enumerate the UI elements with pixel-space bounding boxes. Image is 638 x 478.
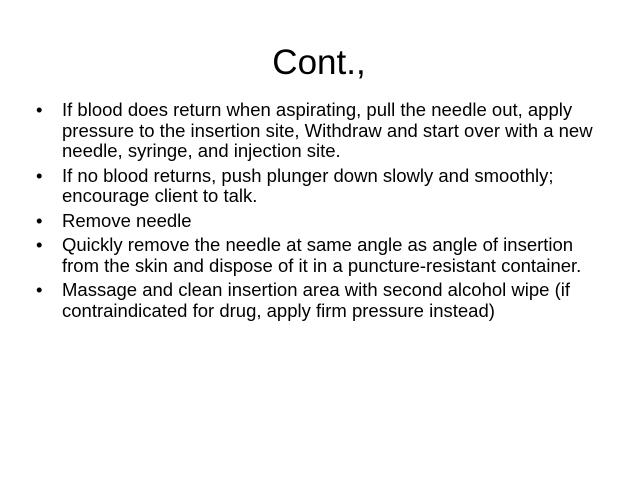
bullet-item xyxy=(36,211,602,232)
bullet-text: Massage and clean insertion area with second alcohol wipe (if contraindicated for drug, apply firm pressure instead) xyxy=(62,279,571,321)
bullet-text: Quickly remove the needle at same angle as angle of insertion from the skin and dispose of it in a puncture-resistant container. xyxy=(62,234,582,276)
bullet-icon: • xyxy=(36,99,43,120)
bullet-text: If no blood returns, push plunger down slowly and smoothly; encourage client to talk. xyxy=(62,164,554,206)
bullet-text: If blood does return when aspirating, pull the needle out, apply pressure to the insertion site, Withdraw and start over with a new needle, syringe, and injection site. xyxy=(62,99,593,161)
bullet-text: Remove needle xyxy=(62,209,192,231)
bullet-icon: • xyxy=(36,234,43,255)
bullet-item xyxy=(36,280,602,321)
bullet-icon: • xyxy=(36,209,43,231)
bullet-list xyxy=(36,100,602,325)
bullet-icon: • xyxy=(36,164,43,186)
bullet-item xyxy=(36,235,602,276)
bullet-item xyxy=(36,100,602,162)
bullet-icon: • xyxy=(36,279,43,300)
bullet-item xyxy=(36,166,602,207)
slide-title: Cont., xyxy=(272,43,366,82)
